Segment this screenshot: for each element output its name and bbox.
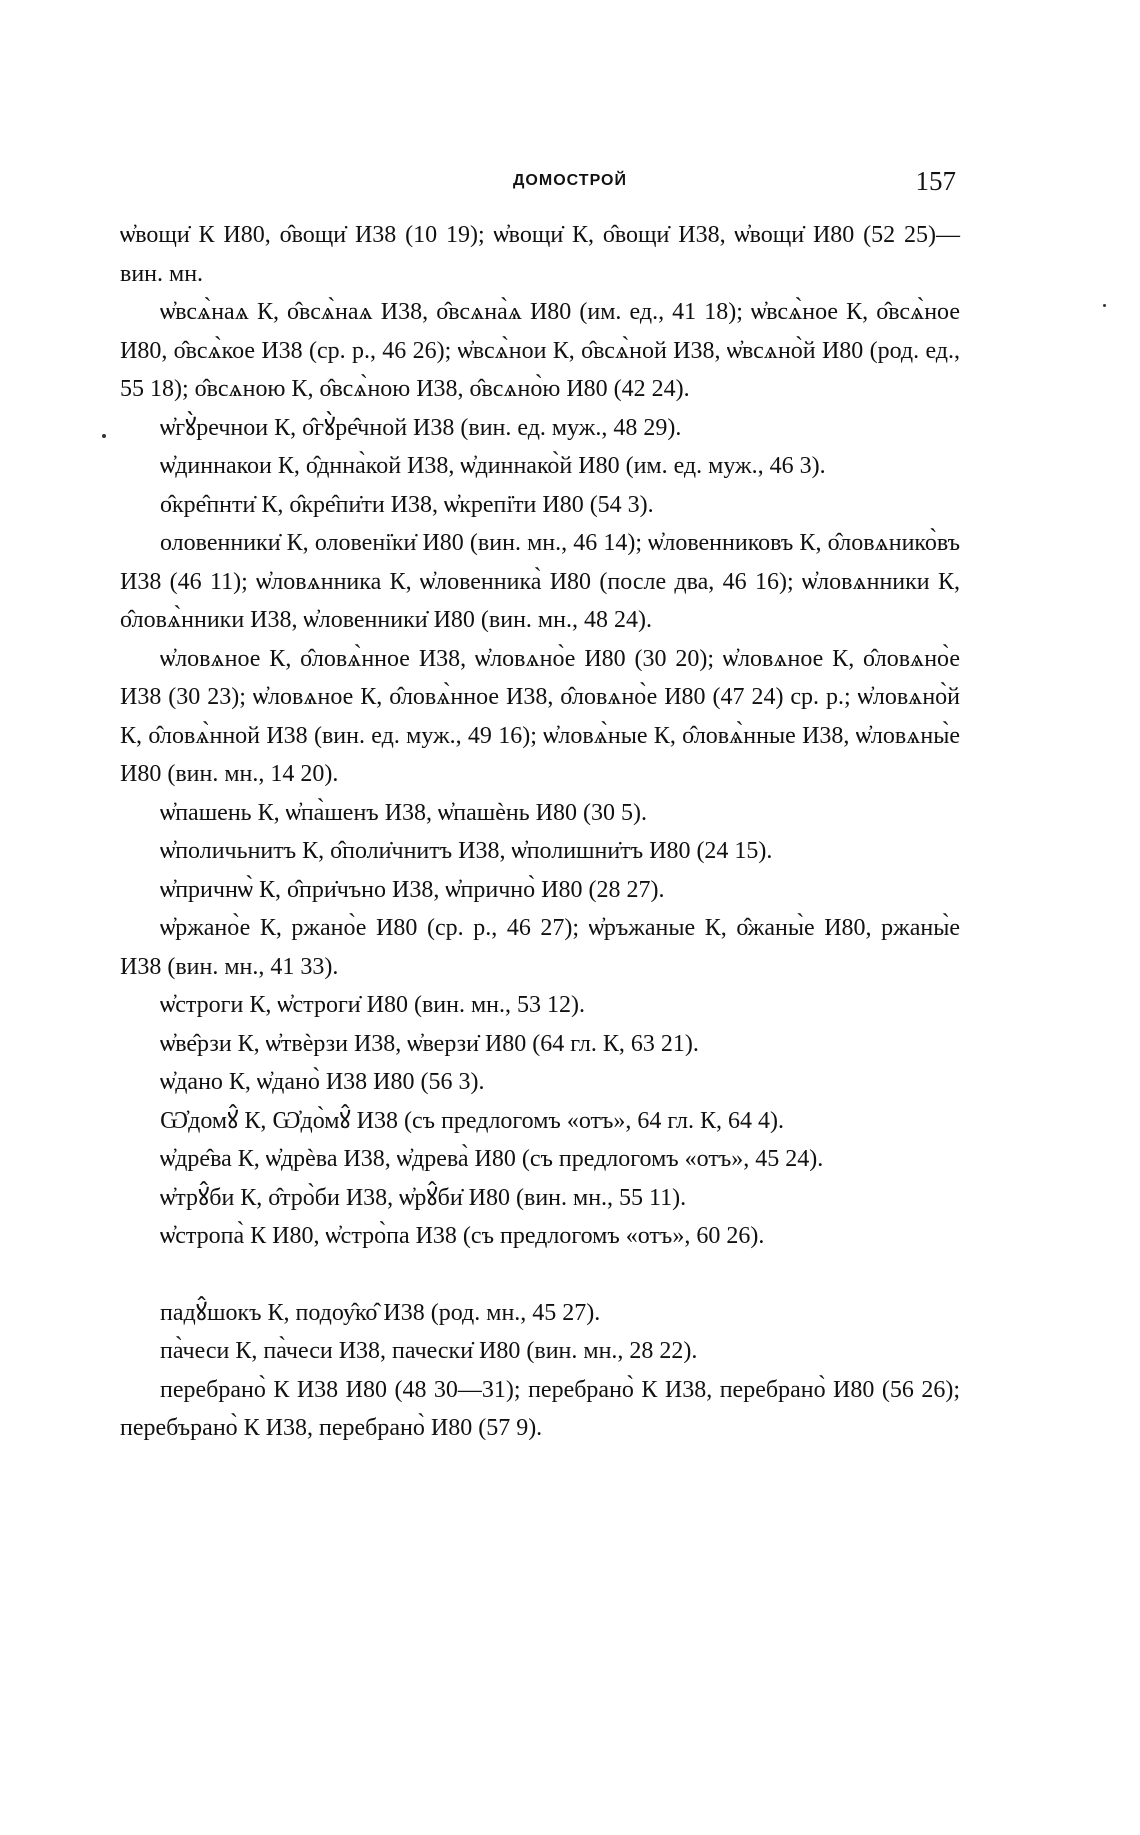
page-header: [0, 166, 1140, 206]
glossary-entry: о̂кре̂пнти̇ К, о̂кре̂пи̇ти И38, ѡ̓крепі̇ти И80 (54 3).: [160, 491, 654, 518]
glossary-entry: перебрано̀ К И38 И80 (48 30—31); перебрано̀ К И38, перебрано̀ И80 (56 26); перебърано̀ К И38, перебрано̀ И80 (57 9).: [120, 1376, 960, 1441]
glossary-entry: ѡ̓ловѧное К, о̂ловѧ̀нное И38, ѡ̓ловѧно̀е И80 (30 20); ѡ̓ловѧное К, о̂ловѧно̀е И38 (30 23); ѡ̓ловѧное К, о̂ловѧ̀нное И38, о̂ловѧно̀е И80 (47 24) ср. р.; ѡ̓ловѧно̀й К, о̂ловѧ̀нной И38 (вин. ед. муж., 49 16); ѡ̓ловѧ̀ные К, о̂ловѧ̀нные И38, ѡ̓ловѧны̀е И80 (вин. мн., 14 20).: [120, 645, 960, 787]
glossary-entry: ѡ̓трꙋ̂би К, о̂тро̀би И38, ѡ̓рꙋ̂би̇ И80 (вин. мн., 55 11).: [160, 1184, 687, 1211]
glossary-entry: ѡ̓диннакои К, о̂днна̀кой И38, ѡ̓диннако̀й И80 (им. ед. муж., 46 3).: [160, 453, 826, 479]
running-head: ДОМОСТРОЙ: [513, 172, 627, 189]
glossary-entry: ѡ̓ржано̀е К, ржано̀е И80 (ср. р., 46 27); ѡ̓ръжаные К, о̂жаны̀е И80, ржаны̀е И38 (вин. мн., 41 33).: [120, 915, 960, 980]
section-gap: [120, 1256, 960, 1294]
glossary-entry: ѡ̓гꙋ̀речнои К, о̂гꙋ̀ре̂чной И38 (вин. ед. муж., 48 29).: [160, 414, 682, 441]
glossary-entry: ѡ̓ве̂рзи К, ѡ̓твѐрзи И38, ѡ̓верзи̇ И80 (64 гл. К, 63 21).: [160, 1030, 699, 1057]
glossary-entry: ѡ̓строги К, ѡ̓строги̇ И80 (вин. мн., 53 12).: [160, 992, 586, 1018]
glossary-entry: ѡ̓поличьнитъ К, о̂поли̇чнитъ И38, ѡ̓полишни̇тъ И80 (24 15).: [160, 838, 773, 864]
glossary-entry: оловенники̇ К, оловені̇ки̇ И80 (вин. мн., 46 14); ѡ̓ловенниковъ К, о̂ловѧнико̀въ И38 (46 11); ѡ̓ловѧнника К, ѡ̓ловенника̀ И80 (после два, 46 16); ѡ̓ловѧнники К, о̂ловѧ̀нники И38, ѡ̓ловенники̇ И80 (вин. мн., 48 24).: [120, 530, 960, 633]
glossary-entry: падꙋ̂шокъ К, подоу̂ко̂ И38 (род. мн., 45 27).: [160, 1299, 601, 1326]
glossary-entry: ѡ̓причнѡ̀ К, о̂при̇чъно И38, ѡ̓прично̀ И80 (28 27).: [160, 876, 665, 903]
glossary-entry: ѡ̓дано К, ѡ̓дано̀ И38 И80 (56 3).: [160, 1069, 485, 1095]
glossary-entry: Ѡ̓домꙋ̂ К, Ѡ̓до̀мꙋ̂ И38 (съ предлогомъ «отъ», 64 гл. К, 64 4).: [160, 1107, 785, 1134]
glossary-entry: ѡ̓дре̂ва К, ѡ̓дрѐва И38, ѡ̓древа̀ И80 (съ предлогомъ «отъ», 45 24).: [160, 1146, 824, 1172]
glossary-entry: ѡ̓пашень К, ѡ̓па̀шенъ И38, ѡ̓пашѐнь И80 (30 5).: [160, 799, 647, 826]
glossary-entry: ѡ̓вощи̇ К И80, о̂вощи̇ И38 (10 19); ѡ̓вощи̇ К, о̂вощи̇ И38, ѡ̓вощи̇ И80 (52 25)—вин. мн.: [120, 222, 960, 287]
page-number: 157: [915, 166, 956, 196]
print-speck: [102, 434, 106, 438]
glossary-entry: ѡ̓всѧ̀наѧ К, о̂всѧ̀наѧ И38, о̂всѧна̀ѧ И80 (им. ед., 41 18); ѡ̓всѧ̀ное К, о̂всѧ̀ное И80, о̂всѧ̀кое И38 (ср. р., 46 26); ѡ̓всѧ̀нои К, о̂всѧ̀ной И38, ѡ̓всѧно̀й И80 (род. ед., 55 18); о̂всѧною К, о̂всѧ̀ною И38, о̂всѧно̀ю И80 (42 24).: [120, 299, 960, 402]
glossary-entry: ѡ̓стропа̀ К И80, ѡ̓стро̀па И38 (съ предлогомъ «отъ», 60 26).: [160, 1223, 765, 1249]
print-speck: [1103, 304, 1106, 307]
glossary-entry: па̀чеси К, па̀чеси И38, пачески̇ И80 (вин. мн., 28 22).: [160, 1338, 698, 1364]
page-body: [120, 216, 960, 1448]
